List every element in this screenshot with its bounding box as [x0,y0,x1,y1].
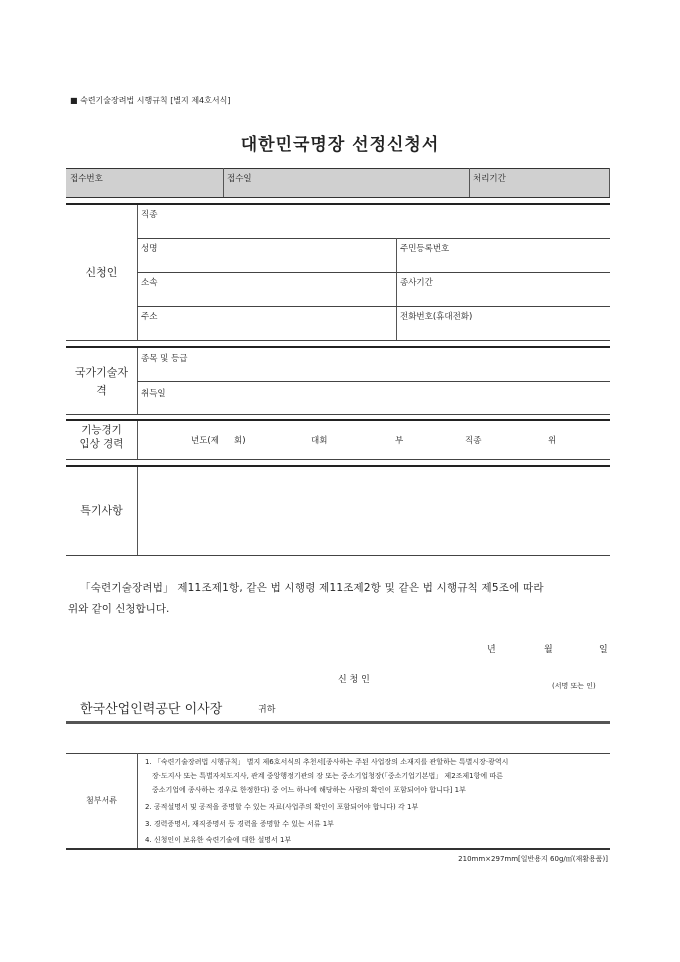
certification-label-line1: 국가기술자 [74,366,129,379]
employment-period-label[interactable]: 종사기간 [400,278,433,288]
rank-label[interactable]: 위 [548,436,557,446]
contest-label[interactable]: 대회 [311,436,328,446]
page-title: 대한민국명장 선정신청서 [240,135,440,155]
type-grade-label[interactable]: 종목 및 등급 [141,354,188,364]
applicant-section-label: 신청인 [85,266,118,279]
receipt-band [66,168,610,197]
certification-label-line2: 격 [96,384,107,397]
attachment-item-3: 3. 경력증명서, 재직증명서 등 경력을 증명할 수 있는 서류 1부 [145,820,334,828]
address-label[interactable]: 주소 [141,312,158,322]
date-day-label[interactable]: 일 [599,645,608,655]
affiliation-label[interactable]: 소속 [141,278,158,288]
competition-job-label[interactable]: 직종 [465,436,482,446]
name-label[interactable]: 성명 [141,244,158,254]
date-year-label[interactable]: 년 [487,645,496,655]
receipt-date-label: 접수일 [227,174,252,184]
attachment-item-2: 2. 공적설명서 및 공적을 증명할 수 있는 자료(사업주의 확인이 포함되어야 합니다) 각 1부 [145,803,419,811]
competition-round-label[interactable]: 회) [234,436,246,446]
declaration-line1: 「숙련기술장려법」 제11조제1항, 같은 법 시행령 제11조제2항 및 같은 법 시행규칙 제5조에 따라 [80,582,544,594]
processing-period-label: 처리기간 [473,174,506,184]
special-notes-label: 특기사항 [80,504,123,517]
paper-spec: 210mm×297mm[일반용지 60g/㎡(재활용품)] [458,855,608,863]
special-notes-field[interactable] [138,468,610,554]
acquired-date-label[interactable]: 취득일 [141,389,166,399]
addressee-name: 한국산업인력공단 이사장 [80,702,223,717]
attachment-item-1c: 중소기업에 종사하는 경우로 한정한다) 중 어느 하나에 해당하는 사람의 확인이 포함되어야 합니다] 1부 [152,786,466,794]
competition-label-line1: 기능경기 [81,424,122,436]
form-reference: ■ 숙련기술장려법 시행규칙 [별지 제4호서식] [70,96,231,105]
declaration-line2: 위와 같이 신청합니다. [68,603,170,615]
date-month-label[interactable]: 월 [544,645,553,655]
resident-number-label[interactable]: 주민등록번호 [400,244,450,254]
phone-label[interactable]: 전화번호(휴대전화) [400,312,473,322]
addressee-suffix: 귀하 [258,705,276,715]
attachment-item-1a: 1. 「숙련기술장려법 시행규칙」 별지 제6호서식의 추천서[종사하는 주된 사업장의 소재지를 관할하는 특별시장·광역시 [145,758,509,766]
division-label[interactable]: 부 [395,436,404,446]
attachments-label: 첨부서류 [86,796,117,805]
job-type-label[interactable]: 직종 [141,210,158,220]
attachment-item-1b: 장·도지사 또는 특별자치도지사, 관계 중앙행정기관의 장 또는 중소기업청장(「중소기업기본법」 제2조제1항에 따른 [152,772,503,780]
competition-label-line2: 입상 경력 [79,438,124,450]
applicant-signature-label: 신 청 인 [338,675,370,685]
signature-note[interactable]: (서명 또는 인) [552,682,596,690]
attachment-item-4: 4. 신청인이 보유한 숙련기술에 대한 설명서 1부 [145,836,292,844]
receipt-number-label: 접수번호 [70,174,103,184]
competition-year-label[interactable]: 년도(제 [191,436,219,446]
